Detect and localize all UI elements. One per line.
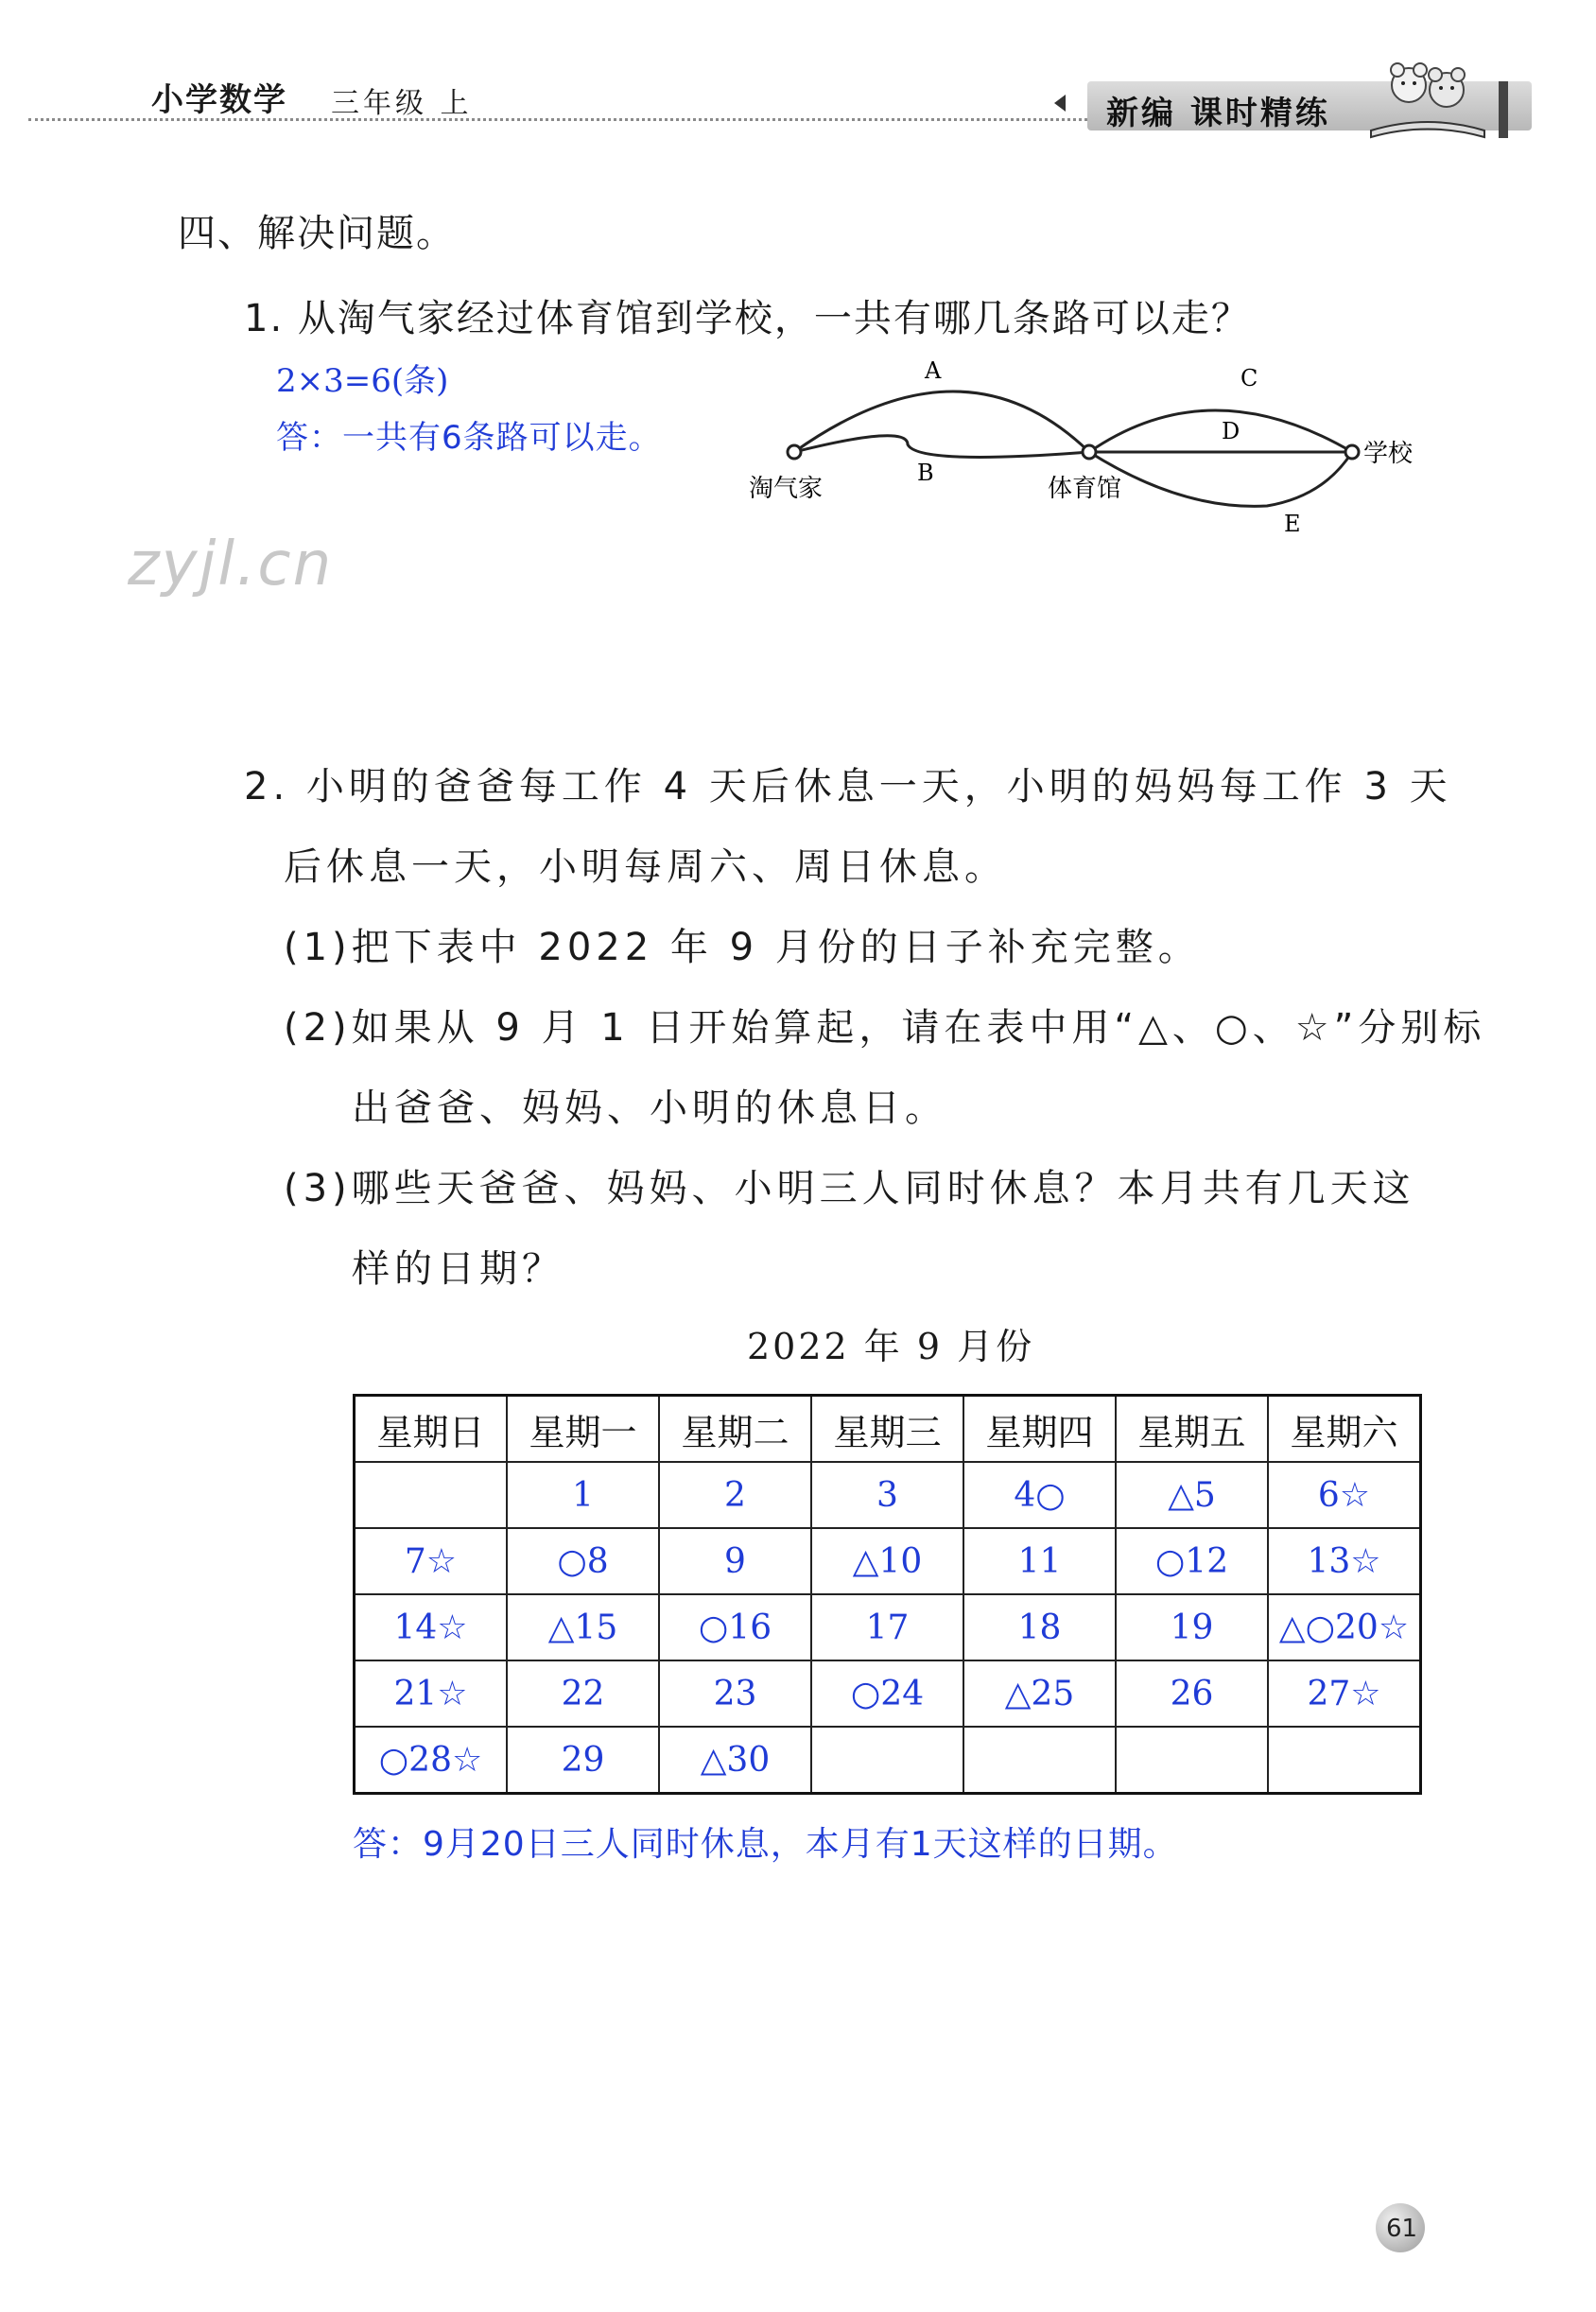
header-grade: 三年级 上 bbox=[331, 87, 473, 120]
calendar-cell: 14☆ bbox=[355, 1594, 508, 1660]
label-c: C bbox=[1240, 365, 1258, 391]
q2-line-3: (1)把下表中 2022 年 9 月份的日子补充完整。 bbox=[284, 926, 1201, 969]
header-book-title: 新编 课时精练 bbox=[1106, 95, 1330, 132]
label-b: B bbox=[917, 460, 934, 486]
label-e: E bbox=[1284, 511, 1301, 537]
calendar-cell: 3 bbox=[811, 1462, 963, 1528]
header-monday: 星期一 bbox=[507, 1396, 659, 1463]
header-subject: 小学数学 bbox=[151, 81, 287, 119]
header-wednesday: 星期三 bbox=[811, 1396, 963, 1463]
bear-book-icon bbox=[1362, 47, 1494, 142]
calendar-cell: 18 bbox=[963, 1594, 1116, 1660]
q2-line-1: 2. 小明的爸爸每工作 4 天后休息一天，小明的妈妈每工作 3 天 bbox=[244, 765, 1452, 808]
calendar-cell: 4○ bbox=[963, 1462, 1116, 1528]
calendar-cell: 17 bbox=[811, 1594, 963, 1660]
calendar-cell: △30 bbox=[659, 1727, 811, 1794]
calendar-cell: 19 bbox=[1116, 1594, 1268, 1660]
q2-line-6: (3)哪些天爸爸、妈妈、小明三人同时休息？本月共有几天这 bbox=[284, 1167, 1415, 1210]
label-a: A bbox=[925, 357, 942, 384]
node-gym bbox=[1083, 445, 1096, 459]
calendar-cell: 2 bbox=[659, 1462, 811, 1528]
q2-line-2: 后休息一天，小明每周六、周日休息。 bbox=[284, 845, 1007, 889]
calendar-week-4 bbox=[355, 1660, 1421, 1727]
calendar-header-row bbox=[355, 1396, 1421, 1463]
header-sunday: 星期日 bbox=[355, 1396, 508, 1463]
header-thursday: 星期四 bbox=[963, 1396, 1116, 1463]
route-diagram bbox=[737, 350, 1456, 548]
calendar-cell: 22 bbox=[507, 1660, 659, 1727]
header-divider bbox=[28, 118, 1087, 121]
q2-line-5: 出爸爸、妈妈、小明的休息日。 bbox=[352, 1086, 947, 1130]
calendar-cell: 23 bbox=[659, 1660, 811, 1727]
header-friday: 星期五 bbox=[1116, 1396, 1268, 1463]
calendar-cell: 6☆ bbox=[1268, 1462, 1421, 1528]
node-home bbox=[788, 445, 801, 459]
q2-final-answer: 答：9月20日三人同时休息，本月有1天这样的日期。 bbox=[353, 1825, 1178, 1864]
calendar-cell: ○28☆ bbox=[355, 1727, 508, 1794]
calendar-cell: 27☆ bbox=[1268, 1660, 1421, 1727]
calendar-cell: △15 bbox=[507, 1594, 659, 1660]
calendar-cell bbox=[1268, 1727, 1421, 1794]
q2-line-7: 样的日期？ bbox=[352, 1247, 564, 1291]
route-b bbox=[794, 436, 1089, 458]
node-school bbox=[1345, 445, 1359, 459]
calendar-cell: 7☆ bbox=[355, 1528, 508, 1594]
q1-answer-text: 答：一共有6条路可以走。 bbox=[276, 419, 662, 457]
label-d: D bbox=[1222, 418, 1240, 444]
calendar-cell: △10 bbox=[811, 1528, 963, 1594]
calendar-week-1 bbox=[355, 1462, 1421, 1528]
calendar-cell: ○24 bbox=[811, 1660, 963, 1727]
route-c bbox=[1089, 410, 1352, 452]
calendar-cell bbox=[1116, 1727, 1268, 1794]
section-title: 四、解决问题。 bbox=[178, 212, 456, 255]
calendar-cell: ○8 bbox=[507, 1528, 659, 1594]
calendar-cell bbox=[355, 1462, 508, 1528]
label-gym: 体育馆 bbox=[1048, 475, 1122, 503]
calendar-cell: 21☆ bbox=[355, 1660, 508, 1727]
calendar-cell: 1 bbox=[507, 1462, 659, 1528]
page-number: 61 bbox=[1386, 2215, 1418, 2243]
q1-answer-calc: 2×3=6(条) bbox=[276, 362, 449, 400]
label-school: 学校 bbox=[1363, 440, 1414, 468]
table-title: 2022 年 9 月份 bbox=[747, 1326, 1035, 1367]
calendar-cell: △5 bbox=[1116, 1462, 1268, 1528]
route-e bbox=[1089, 452, 1352, 506]
calendar-cell bbox=[963, 1727, 1116, 1794]
calendar-table bbox=[353, 1394, 1422, 1795]
calendar-cell: 29 bbox=[507, 1727, 659, 1794]
question-1: 1. 从淘气家经过体育馆到学校，一共有哪几条路可以走？ bbox=[244, 297, 1251, 340]
watermark: zyjl.cn bbox=[128, 530, 334, 600]
label-home: 淘气家 bbox=[749, 475, 824, 503]
q2-line-4: (2)如果从 9 月 1 日开始算起，请在表中用“△、○、☆”分别标 bbox=[284, 1006, 1486, 1050]
calendar-cell: 11 bbox=[963, 1528, 1116, 1594]
calendar-cell: △○20☆ bbox=[1268, 1594, 1421, 1660]
calendar-cell: △25 bbox=[963, 1660, 1116, 1727]
calendar-cell: 26 bbox=[1116, 1660, 1268, 1727]
calendar-week-5 bbox=[355, 1727, 1421, 1794]
calendar-cell: ○12 bbox=[1116, 1528, 1268, 1594]
calendar-week-2 bbox=[355, 1528, 1421, 1594]
header-tuesday: 星期二 bbox=[659, 1396, 811, 1463]
header-edge-bar bbox=[1499, 81, 1508, 138]
calendar-week-3 bbox=[355, 1594, 1421, 1660]
calendar-cell: ○16 bbox=[659, 1594, 811, 1660]
calendar-cell: 13☆ bbox=[1268, 1528, 1421, 1594]
calendar-cell: 9 bbox=[659, 1528, 811, 1594]
header-arrow-icon bbox=[1054, 95, 1066, 112]
calendar-cell bbox=[811, 1727, 963, 1794]
header-saturday: 星期六 bbox=[1268, 1396, 1421, 1463]
